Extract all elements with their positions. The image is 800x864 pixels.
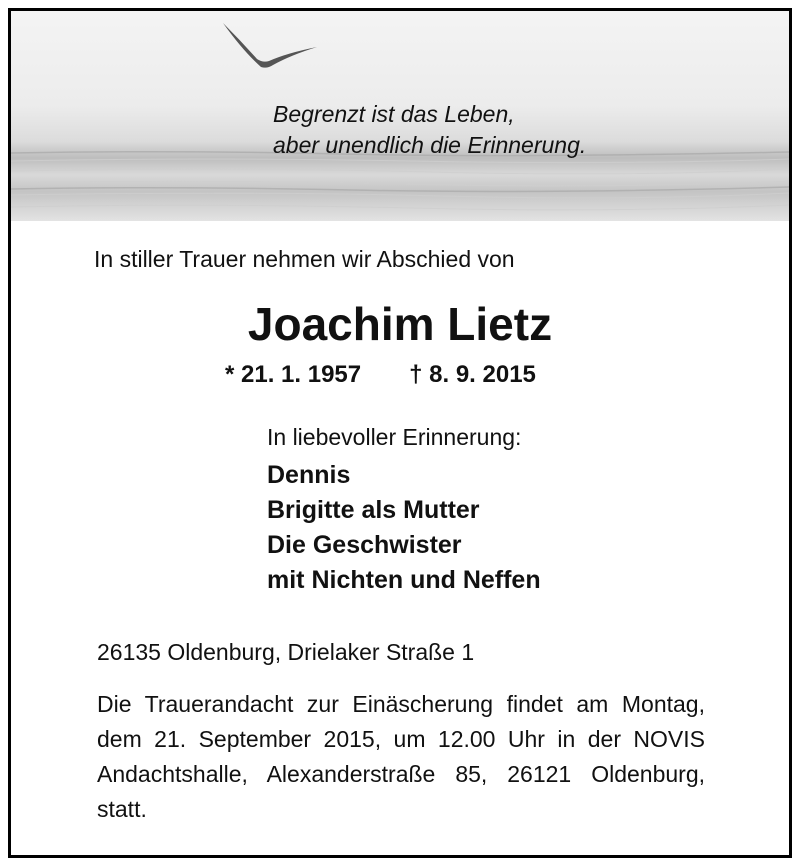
family-address: 26135 Oldenburg, Drielaker Straße 1 [97, 639, 475, 665]
mourner-item: mit Nichten und Neffen [267, 566, 541, 594]
mourners-list [267, 458, 541, 598]
deceased-name: Joachim Lietz [247, 298, 553, 350]
motto [273, 99, 586, 161]
mourner-item: Brigitte als Mutter [267, 496, 480, 524]
remembrance-label: In liebevoller Erinnerung: [267, 424, 522, 450]
motto-line-2: aber unendlich die Erinnerung. [273, 132, 587, 158]
mourner-item: Dennis [267, 461, 351, 489]
motto-line-1: Begrenzt ist das Leben, [273, 101, 515, 127]
life-dates [225, 361, 536, 389]
intro-text: In stiller Trauer nehmen wir Abschied von [94, 246, 515, 272]
mourner-item: Die Geschwister [267, 531, 462, 559]
birth-date: * 21. 1. 1957 [225, 361, 362, 388]
obituary-notice [8, 8, 792, 858]
death-date: † 8. 9. 2015 [409, 361, 536, 388]
sea-seagull-image [11, 11, 789, 221]
funeral-notice: Die Trauerandacht zur Einäscherung findet am Montag, dem 21. September 2015, um 12.00 Uhr in der NOVIS Andachtshalle, Alexanderstraße 85, 26121 Oldenburg, statt. [97, 691, 705, 822]
